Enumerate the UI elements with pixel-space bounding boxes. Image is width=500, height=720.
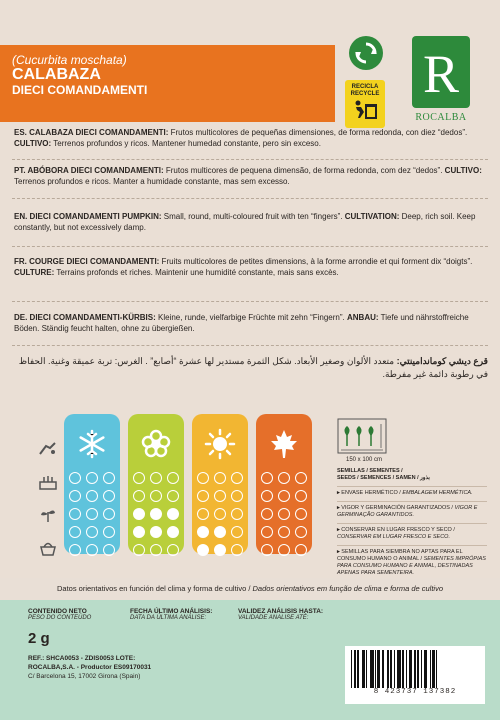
flower-icon [140, 428, 172, 460]
rocalba-logo-mark [412, 36, 470, 108]
month-dot-filled [214, 544, 226, 556]
month-dot-empty [261, 526, 273, 538]
month-dot-empty [150, 472, 162, 484]
seed-item: ▸ SEMILLAS PARA SIEMBRA NO APTAS PARA EL CONSUMO HUMANO O ANIMAL / SEMENTES IMPRÓPIAS PARA CONSUMO HUMANO E ANIMAL, DESTINADAS APENAS PARA SEMENTEIRA. [337, 545, 487, 577]
month-dot-filled [150, 526, 162, 538]
description-ar: قرع ديشي كوماندامينتي: متعدد الألوان وصغير الأبعاد. شكل الثمرة مستدير لها عشرة “أصابع” . الغرس: تربة عميقة وغنية. الحفاظ في رطوبة دائمة غير مفرطة. [18, 356, 488, 379]
month-dot-empty [69, 526, 81, 538]
net-weight: 2 g [28, 630, 50, 647]
spacing-label: 150 x 100 cm [345, 457, 383, 463]
month-dot-empty [69, 490, 81, 502]
month-dot-filled [150, 508, 162, 520]
barcode-number: 8 423737 137382 [373, 688, 457, 696]
month-dot-empty [133, 472, 145, 484]
month-dot-filled [197, 544, 209, 556]
month-dot-empty [69, 544, 81, 556]
seed-item: ▸ CONSERVAR EN LUGAR FRESCO Y SECO / CONSERVAR EM LUGAR FRESCO E SECO. [337, 523, 487, 541]
month-dot-empty [86, 544, 98, 556]
month-dot-empty [214, 490, 226, 502]
recycle-badges [345, 36, 385, 128]
month-dot-empty [261, 490, 273, 502]
month-dot-empty [103, 508, 115, 520]
month-dot-empty [133, 544, 145, 556]
month-dot-empty [167, 472, 179, 484]
recycle-bin-badge [345, 80, 385, 128]
seed-item: ▸ ENVASE HERMÉTICO / EMBALAGEM HERMÉTICA. [337, 486, 487, 497]
month-dot-empty [103, 472, 115, 484]
month-dot-empty [278, 544, 290, 556]
orientative-note: Datos orientativos en función del clima y forma de cultivo / Dados orientativos em função de clima e forma de cultivo [56, 584, 444, 593]
snowflake-icon [76, 428, 108, 460]
description-es: ES. CALABAZA DIECI COMANDAMENTI: Frutos multicolores de pequeñas dimensiones, de forma redonda, con diez “dedos”. CULTIVO: Terrenos profundos y ricos. Mantener humedad constante, pero sin exceso. [14, 128, 468, 148]
month-dot-empty [150, 544, 162, 556]
month-dot-filled [167, 508, 179, 520]
month-dot-filled [133, 526, 145, 538]
seed-info [337, 468, 487, 577]
plant-spacing [337, 418, 391, 463]
title-banner [0, 45, 335, 122]
packet-footer [0, 600, 500, 720]
month-dot-empty [214, 508, 226, 520]
barcode [345, 646, 485, 704]
month-dot-empty [197, 472, 209, 484]
month-dot-empty [278, 472, 290, 484]
sun-icon [204, 428, 236, 460]
month-dot-empty [295, 472, 307, 484]
producer-info: REF.: SHCA0053 - ZDIS0053 LOTE: ROCALBA,S.A. - Productor ES09170031 C/ Barcelona 15, 17002 Girona (Spain) [28, 655, 152, 680]
month-dot-empty [278, 508, 290, 520]
description-fr: FR. COURGE DIECI COMANDAMENTI: Fruits multicolores de petites dimensions, à la forme arrondie et qui forment dix “doigts”. CULTURE: Terrains profonds et riches. Maintenir une humidité constante, mais sans excès. [14, 257, 473, 277]
description-de: DE. DIECI COMANDAMENTI-KÜRBIS: Kleine, runde, vielfarbige Früchte mit zehn “Fingern”. ANBAU: Tiefe und nährstoffreiche Böden. Ständig feucht halten, ohne zu übergießen. [14, 313, 469, 333]
seed-heading: SEMILLAS / SEMENTES / SEEDS / SEMENCES / SAMEN / بذور [337, 468, 430, 481]
sowing-calendar [14, 410, 324, 555]
barcode-bars [351, 650, 479, 688]
month-dot-empty [69, 472, 81, 484]
month-dot-empty [167, 490, 179, 502]
month-dot-empty [103, 490, 115, 502]
month-dot-empty [295, 490, 307, 502]
season-column-spring [128, 414, 184, 554]
recycle-bin-icon [352, 98, 378, 120]
maple-leaf-icon [268, 428, 300, 460]
product-name: CALABAZA [12, 66, 101, 83]
month-dot-empty [295, 544, 307, 556]
month-dot-empty [295, 508, 307, 520]
month-dot-empty [231, 472, 243, 484]
month-dot-filled [197, 526, 209, 538]
month-dot-empty [231, 544, 243, 556]
month-dot-empty [103, 544, 115, 556]
month-dot-filled [214, 526, 226, 538]
month-dot-empty [150, 490, 162, 502]
seed-item: ▸ VIGOR Y GERMINACIÓN GARANTIZADOS / VIGOR E GERMINAÇÃO GARANTIDOS. [337, 501, 487, 519]
validity-field: VALIDEZ ANÁLISIS HASTA: VALIDADE ANALISE ATÉ: [238, 608, 324, 621]
season-column-autumn [256, 414, 312, 554]
month-dot-empty [197, 508, 209, 520]
month-dot-empty [295, 526, 307, 538]
net-content-field: CONTENIDO NETO PESO DO CONTEÚDO [28, 608, 92, 621]
latin-name: (Cucurbita moschata) [12, 53, 127, 67]
month-dot-empty [261, 544, 273, 556]
month-dot-empty [231, 490, 243, 502]
spacing-icon [337, 418, 387, 454]
svg-text:R: R [422, 44, 460, 104]
recycle-label: RECICLA RECYCLE [350, 84, 380, 97]
month-dot-empty [261, 508, 273, 520]
month-dot-empty [214, 472, 226, 484]
month-dot-empty [69, 508, 81, 520]
rocalba-logo [405, 36, 477, 130]
month-dot-empty [197, 490, 209, 502]
month-dot-empty [261, 472, 273, 484]
month-dot-empty [103, 526, 115, 538]
month-dot-empty [86, 490, 98, 502]
green-dot-icon [349, 36, 383, 70]
description-pt: PT. ABÓBORA DIECI COMANDAMENTI: Frutos multicores de pequena dimensão, de forma redonda, com dez “dedos”. CULTIVO: Terrenos profundos e ricos. Manter a humidade constante, mas sem excesso. [14, 166, 482, 186]
month-dot-empty [86, 526, 98, 538]
analysis-date-field: FECHA ÚLTIMO ANÁLISIS: DATA DA ÚLTIMA ANÁLISE: [130, 608, 213, 621]
month-dot-empty [86, 472, 98, 484]
month-dot-empty [167, 544, 179, 556]
month-dot-filled [133, 508, 145, 520]
season-column-summer [192, 414, 248, 554]
description-en: EN. DIECI COMANDAMENTI PUMPKIN: Small, round, multi-coloured fruit with ten “fingers”. CULTIVATION: Deep, rich soil. Keep constantly, but not excessively damp. [14, 212, 476, 232]
brand-name: ROCALBA [415, 112, 467, 123]
season-column-winter [64, 414, 120, 554]
month-dot-empty [231, 508, 243, 520]
barcode-bar [436, 650, 437, 688]
variety-name: DIECI COMANDAMENTI [12, 83, 148, 97]
month-dot-empty [231, 526, 243, 538]
month-dot-filled [167, 526, 179, 538]
month-dot-empty [278, 526, 290, 538]
month-dot-empty [278, 490, 290, 502]
month-dot-empty [86, 508, 98, 520]
month-dot-empty [133, 490, 145, 502]
